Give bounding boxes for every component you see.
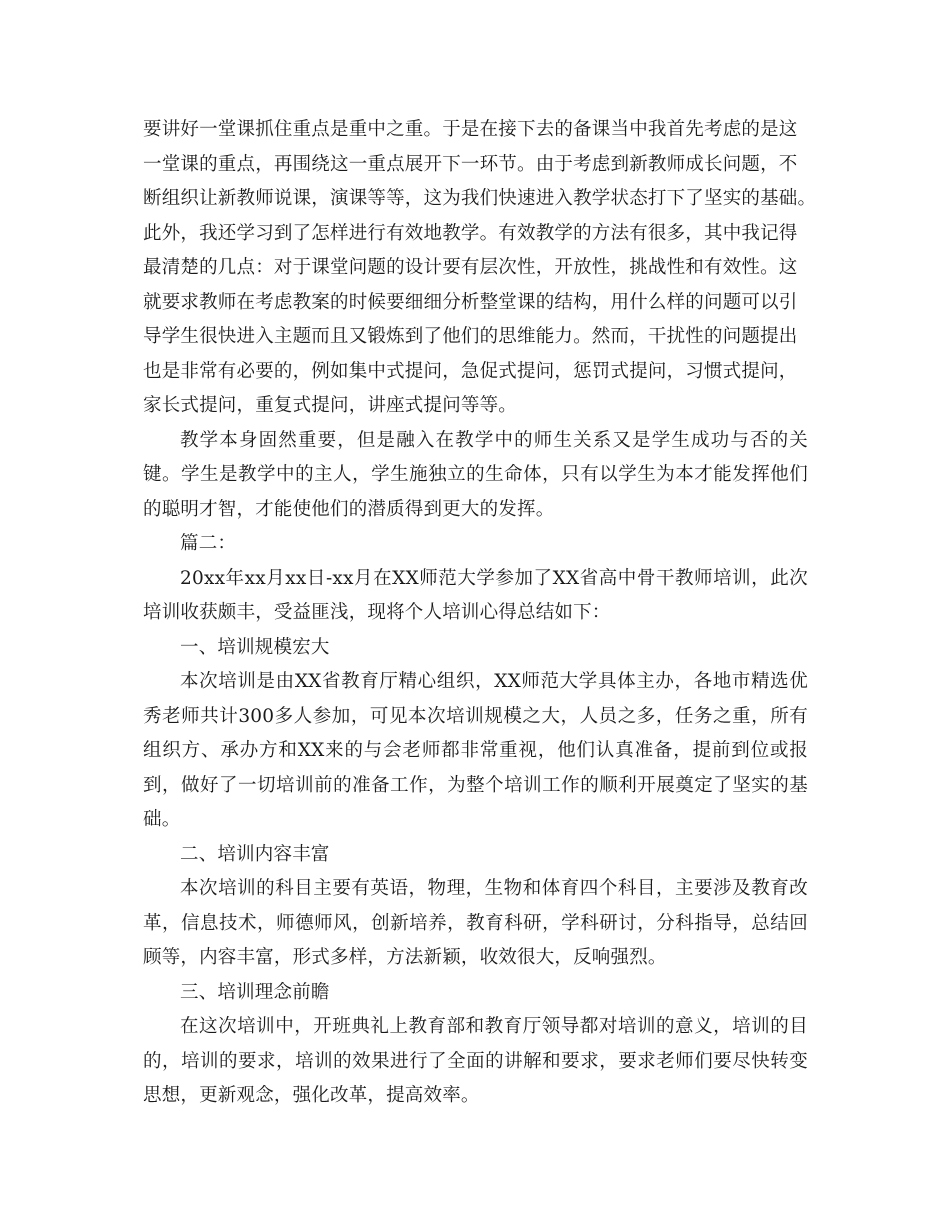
paragraph-line: 最清楚的几点：对于课堂问题的设计要有层次性，开放性，挑战性和有效性。这 <box>143 257 798 278</box>
paragraph-teacher-student-relationship: 教学本身固然重要，但是融入在教学中的师生关系又是学生成功与否的关键。学生是教学中的主人，学生施独立的生命体，只有以学生为本才能发挥他们的聪明才智，才能使他们的潜质得到更大的发挥。 <box>143 429 808 520</box>
paragraph-line: 此外，我还学习到了怎样进行有效地教学。有效教学的方法有很多，其中我记得 <box>143 222 798 244</box>
heading-part-two: 篇二： <box>180 533 237 554</box>
section-text-philosophy: 在这次培训中，开班典礼上教育部和教育厅领导都对培训的意义，培训的目的，培训的要求，培训的效果进行了全面的讲解和要求，要求老师们要尽快转变思想，更新观念，强化改革，提高效率。 <box>143 1016 808 1106</box>
paragraph-line: 要讲好一堂课抓住重点是重中之重。于是在接下去的备课当中我首先考虑的是这 <box>143 119 798 140</box>
section-heading-content: 二、培训内容丰富 <box>180 843 330 865</box>
section-heading-philosophy: 三、培训理念前瞻 <box>180 981 330 1003</box>
paragraph-line: 断组织让新教师说课，演课等等，这为我们快速进入教学状态打下了坚实的基础。 <box>143 188 817 209</box>
paragraph-line: 也是非常有必要的，例如集中式提问，急促式提问，惩罚式提问，习惯式提问， <box>143 360 798 382</box>
paragraph-line: 一堂课的重点，再围绕这一重点展开下一环节。由于考虑到新教师成长问题，不 <box>143 153 798 175</box>
paragraph-line: 家长式提问，重复式提问，讲座式提问等等。 <box>143 395 518 416</box>
paragraph-training-intro: 20xx年xx月xx日-xx月在XX师范大学参加了XX省高中骨干教师培训，此次培训收获颇丰，受益匪浅，现将个人培训心得总结如下： <box>143 567 808 623</box>
document-body <box>143 113 817 1114</box>
section-heading-scale: 一、培训规模宏大 <box>180 636 330 658</box>
paragraph-line: 导学生很快进入主题而且又锻炼到了他们的思维能力。然而，干扰性的问题提出 <box>143 326 798 347</box>
paragraph-line: 就要求教师在考虑教案的时候要细细分析整堂课的结构，用什么样的问题可以引 <box>143 291 798 313</box>
section-text-content: 本次培训的科目主要有英语，物理，生物和体育四个科目，主要涉及教育改革，信息技术，师德师风，创新培养，教育科研，学科研讨，分科指导，总结回顾等，内容丰富，形式多样，方法新颖，收效很大，反响强烈。 <box>143 878 808 968</box>
section-text-scale: 本次培训是由XX省教育厅精心组织，XX师范大学具体主办，各地市精选优秀老师共计300多人参加，可见本次培训规模之大，人员之多，任务之重，所有组织方、承办方和XX来的与会老师都非常重视，他们认真准备，提前到位或报到，做好了一切培训前的准备工作，为整个培训工作的顺利开展奠定了坚实的基础。 <box>143 671 808 830</box>
